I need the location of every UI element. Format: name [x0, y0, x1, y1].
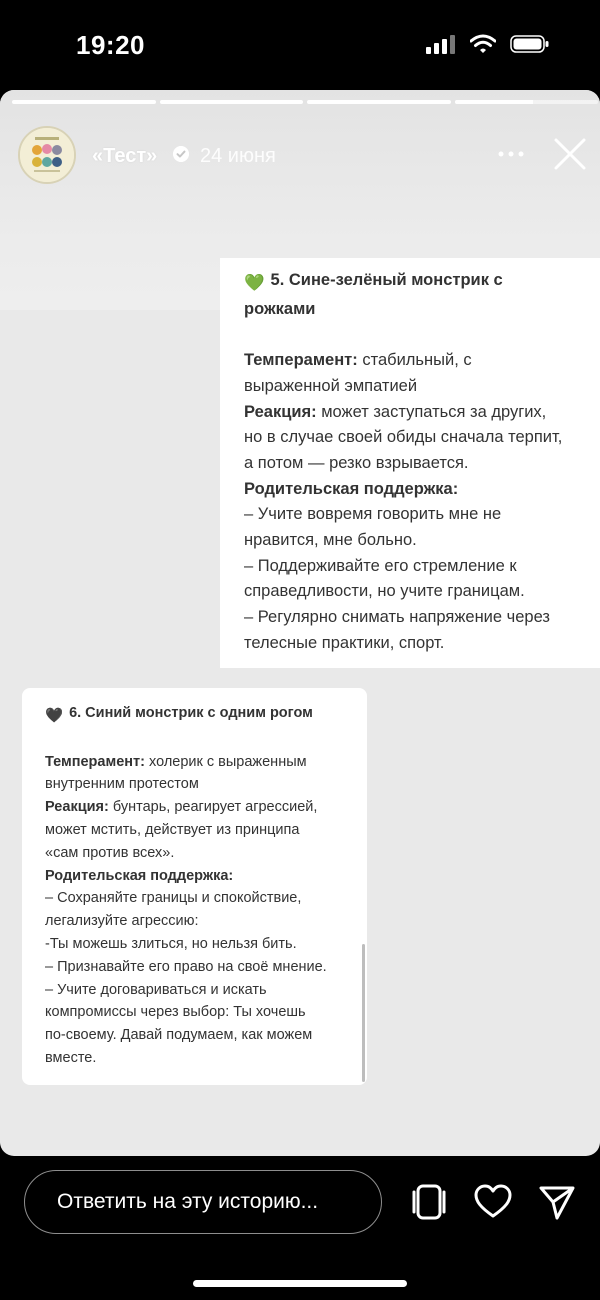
progress-segment [12, 100, 156, 104]
account-name[interactable]: «Тест» [92, 145, 158, 167]
card-6-line: – Признавайте его право на своё мнение. [45, 958, 327, 975]
card-6-line: вместе. [45, 1049, 97, 1066]
progress-segment [307, 100, 451, 104]
progress-segment [160, 100, 304, 104]
remix-icon[interactable] [409, 1182, 449, 1222]
reaction-value: бунтарь, реагирует агрессией, [108, 799, 318, 816]
status-icons [426, 34, 550, 54]
card-5-reaction [244, 400, 584, 426]
card-6-line: по-своему. Давай подумаем, как можем [45, 1027, 313, 1044]
progress-fill [160, 100, 304, 104]
status-bar [0, 0, 600, 90]
reaction-label: Реакция: [45, 799, 109, 816]
progress-fill [12, 100, 156, 104]
avatar[interactable] [18, 126, 76, 184]
story-viewer[interactable] [0, 90, 600, 1156]
reply-input[interactable] [24, 1170, 382, 1234]
story-progress [12, 100, 598, 104]
home-indicator [193, 1280, 407, 1287]
progress-fill [455, 100, 534, 104]
card-5-line: – Учите вовремя говорить мне не [244, 505, 502, 524]
heart-icon[interactable] [473, 1182, 513, 1222]
card-5-line: – Поддерживайте его стремление к [244, 556, 517, 575]
card-6-temperament [45, 751, 357, 774]
status-time: 19:20 [76, 30, 145, 60]
card-6-reaction [45, 796, 357, 819]
temperament-label: Темперамент: [45, 753, 145, 770]
card-6-line: «сам против всех». [45, 844, 175, 861]
story-header [18, 126, 588, 184]
progress-segment [455, 100, 599, 104]
progress-fill [307, 100, 451, 104]
support-label: Родительская поддержка: [45, 867, 234, 884]
card-5-line: а потом — резко взрывается. [244, 453, 469, 472]
support-label: Родительская поддержка: [244, 479, 459, 498]
card-6-line: может мстить, действует из принципа [45, 821, 300, 838]
card-6-line: компромиссы через выбор: Ты хочешь [45, 1004, 306, 1021]
battery-icon [510, 34, 550, 54]
temperament-value: холерик с выраженным [144, 753, 307, 770]
card-6-line: – Учите договариваться и искать [45, 981, 267, 998]
card-5-temperament [244, 348, 584, 374]
card-5-body [244, 268, 584, 657]
scroll-indicator[interactable] [362, 944, 365, 1082]
close-icon[interactable] [552, 136, 588, 172]
temperament-value: стабильный, с [357, 351, 472, 370]
reply-placeholder: Ответить на эту историю... [57, 1190, 319, 1213]
card-5-line: нравится, мне больно. [244, 531, 417, 550]
card-6-line: внутренним протестом [45, 776, 199, 793]
cellular-signal-icon [426, 34, 456, 54]
card-6-line: – Сохраняйте границы и спокойствие, [45, 890, 302, 907]
black-heart-icon: 🖤 [45, 708, 64, 724]
more-icon[interactable] [496, 142, 526, 166]
reaction-label: Реакция: [244, 402, 317, 421]
text-card-6 [22, 688, 367, 1085]
card-5-title-text: 5. Сине-зелёный монстрик с [270, 271, 503, 289]
card-5-line: выраженной эмпатией [244, 376, 418, 395]
card-6-title [45, 702, 357, 728]
card-5-title-line2: рожками [244, 299, 316, 318]
avatar-image [20, 128, 74, 182]
green-heart-icon: 💚 [244, 274, 265, 292]
card-6-title-text: 6. Синий монстрик с одним рогом [69, 705, 313, 721]
card-5-title [244, 268, 584, 297]
card-6-line: легализуйте агрессию: [45, 913, 199, 930]
card-6-line: -Ты можешь злиться, но нельзя бить. [45, 935, 297, 952]
verified-icon [173, 146, 189, 162]
wifi-icon [470, 34, 496, 54]
card-5-line: – Регулярно снимать напряжение через [244, 608, 550, 627]
temperament-label: Темперамент: [244, 351, 358, 370]
card-5-line: справедливости, но учите границам. [244, 582, 525, 601]
text-card-5 [220, 258, 600, 668]
card-6-body [45, 702, 357, 1070]
card-5-line: телесные практики, спорт. [244, 633, 445, 652]
send-icon[interactable] [537, 1182, 577, 1222]
reaction-value: может заступаться за других, [316, 402, 547, 421]
story-date: 24 июня [200, 145, 276, 167]
card-5-line: но в случае своей обиды сначала терпит, [244, 428, 563, 447]
